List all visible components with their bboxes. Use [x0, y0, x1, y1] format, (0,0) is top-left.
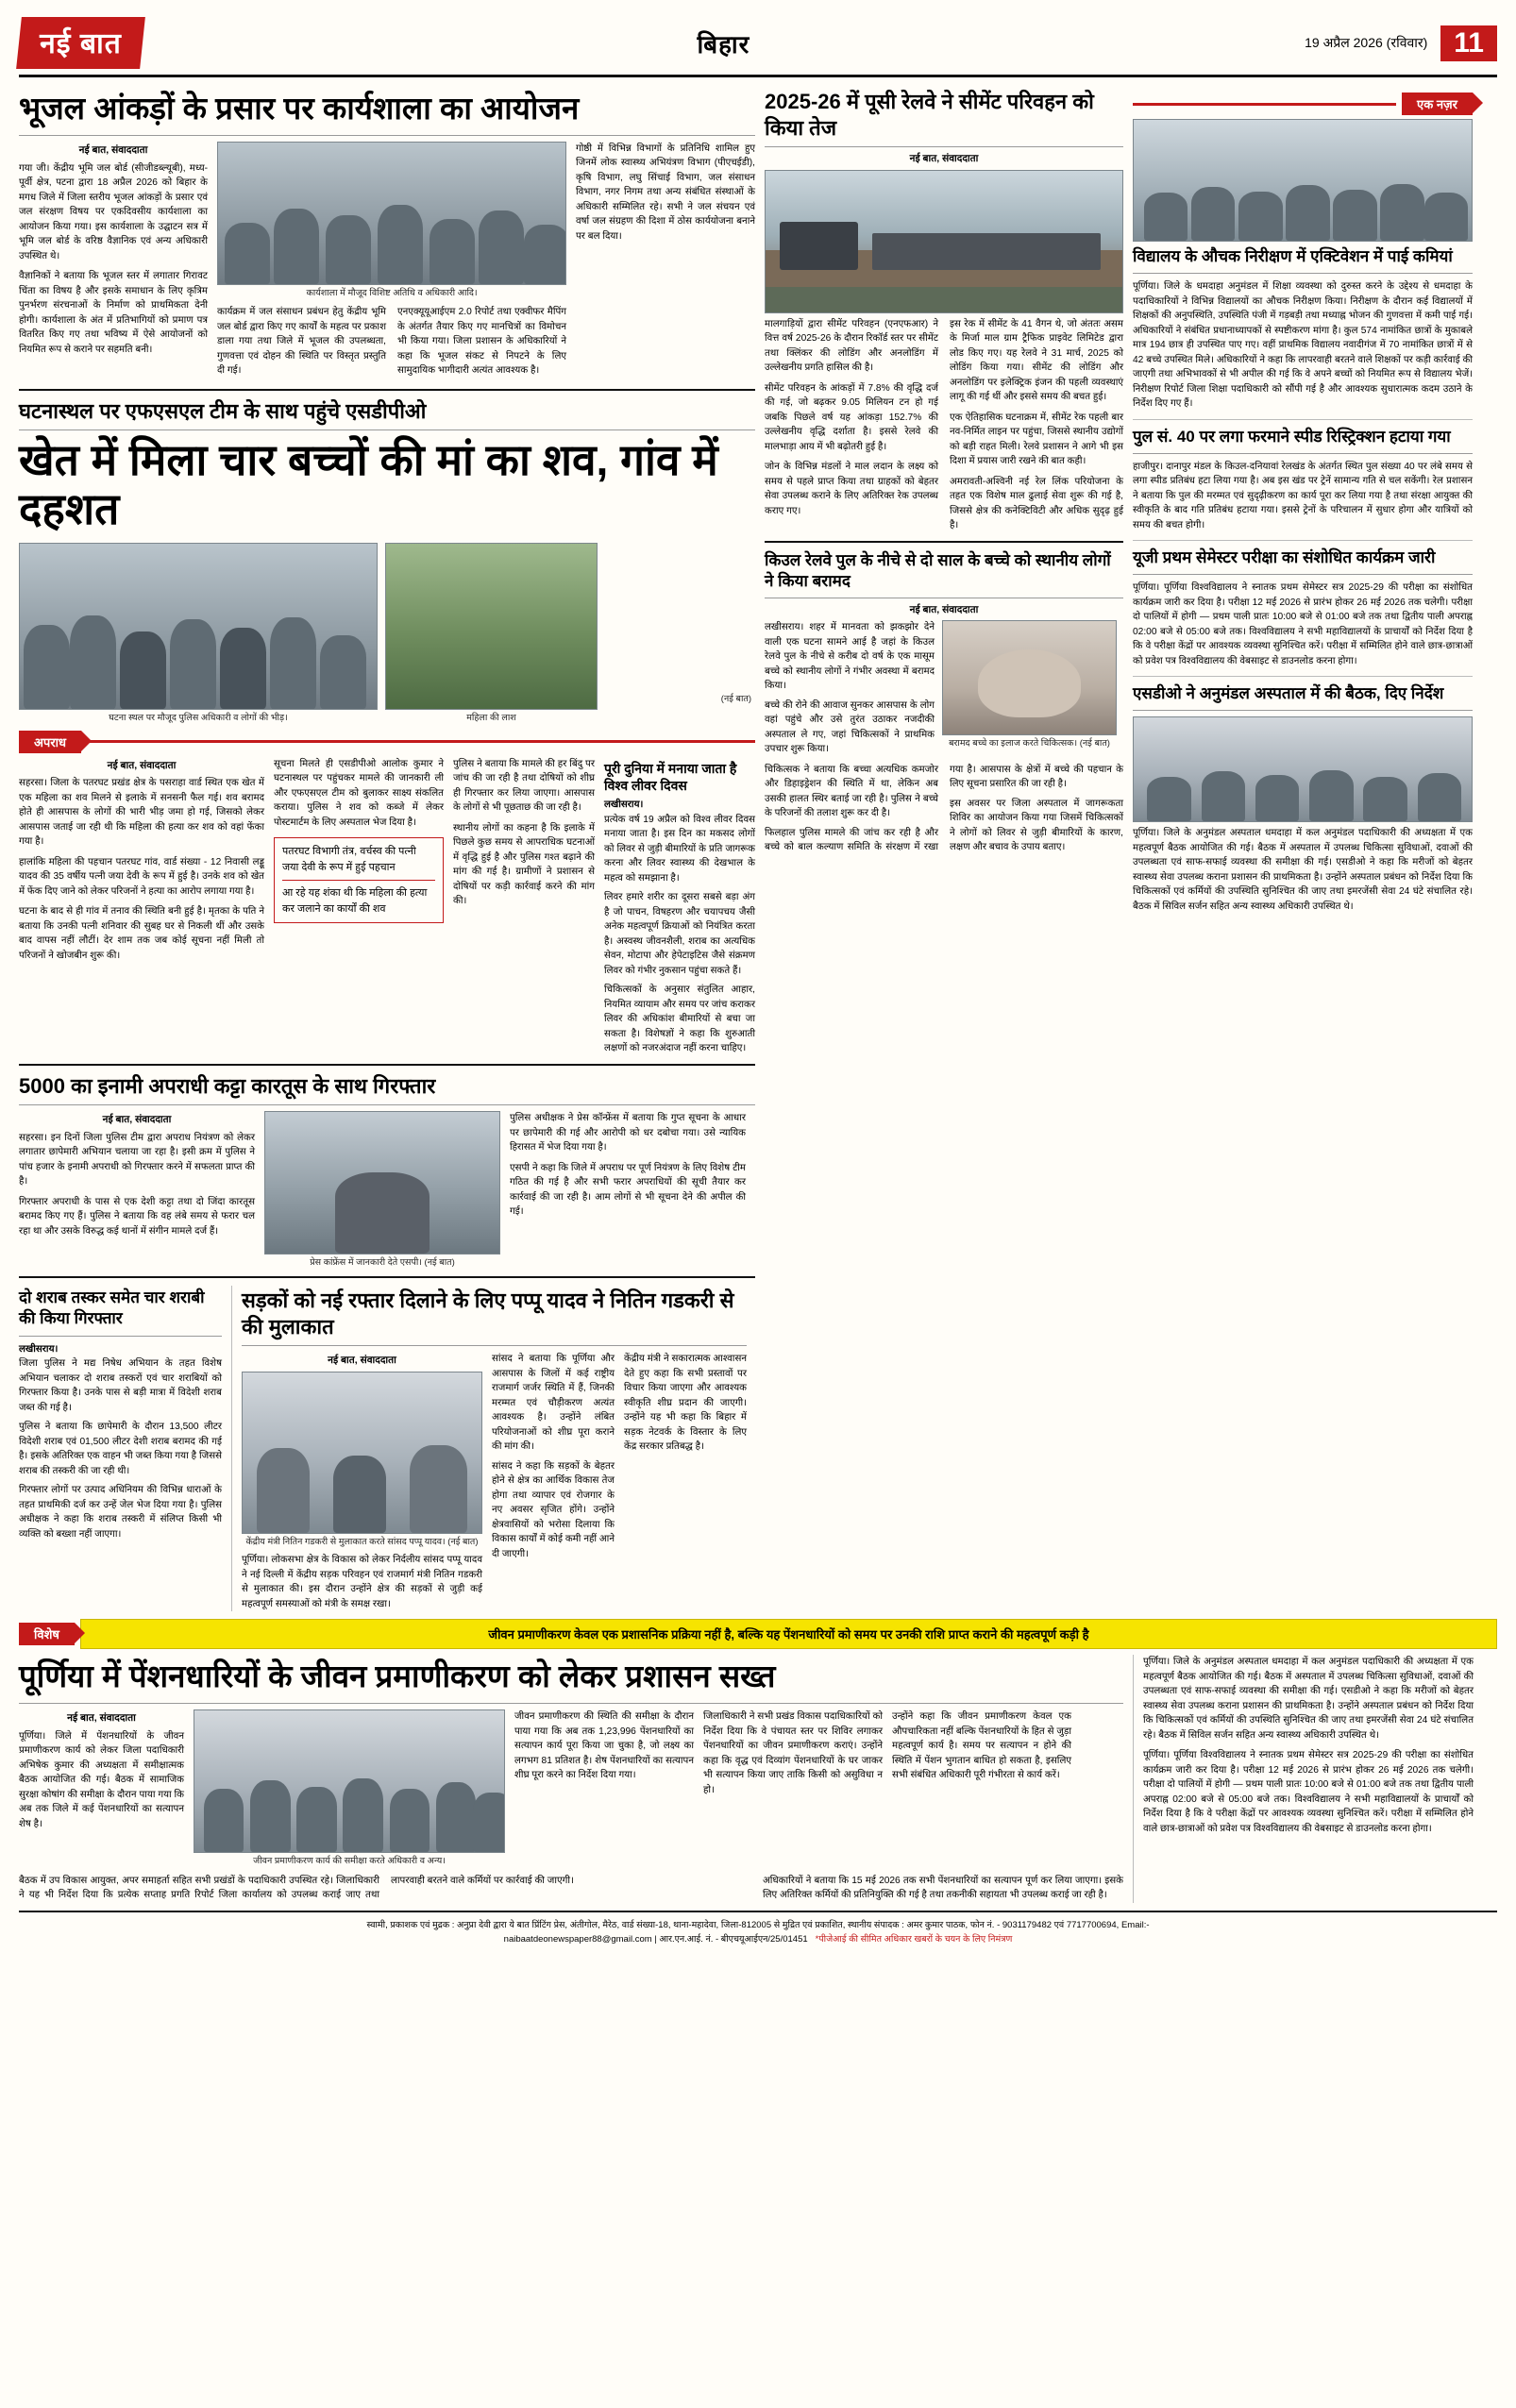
headline-bridge-speed: पुल सं. 40 पर लगा फरमाने स्पीड रिस्ट्रिक्शन हटाया गया — [1133, 427, 1451, 446]
footer-line2: naibaatdeonewspaper88@gmail.com | आर.एन.आई. नं. - बीएचयूआईएन/25/01451 — [503, 1933, 808, 1945]
para: बच्चे की रोने की आवाज सुनकर आसपास के लोग वहां पहुंचे और उसे तुरंत उठाकर नजदीकी अस्पताल ले गए, जहां चिकित्सकों ने प्राथमिक उपचार शुरू किया। — [765, 699, 935, 755]
photo-caption-body: महिला की लाश — [466, 713, 516, 724]
para: जीवन प्रमाणीकरण की स्थिति की समीक्षा के दौरान पाया गया कि अब तक 1,23,996 पेंशनधारियों का सत्यापन कार्य पूरा किया जा चुका है, जो लक्ष्य का लगभग 81 प्रतिशत है। शेष पेंशनधारियों का सत्यापन शीघ्र पूरा करने का निर्देश दिया गया। — [514, 1711, 694, 1781]
para: गया जी। केंद्रीय भूमि जल बोर्ड (सीजीडब्ल्यूबी), मध्य-पूर्वी क्षेत्र, पटना द्वारा 18 अप्रैल 2026 को बिहार के मगध जिले में जिला स्तरीय भूजल आंकड़ों के प्रसार एवं जल संरक्षण विषय पर एकदिवसीय कार्यशाला का आयोजन किया गया। इस कार्यशाला के उद्घाटन सत्र में भूमि जल बोर्ड के वरिष्ठ वैज्ञानिक एवं अन्य अधिकारी उपस्थित थे। — [19, 162, 208, 261]
section-tag-ek-nazar: एक नज़र — [1402, 93, 1473, 115]
headline-sdo-meeting: एसडीओ ने अनुमंडल अस्पताल में की बैठक, दिए निर्देश — [1133, 684, 1444, 703]
pension-side-column — [1133, 1655, 1474, 1902]
photo-caption-arrest: प्रेस कांफ्रेंस में जानकारी देते एसपी। (नई बात) — [310, 1257, 455, 1269]
para: उन्होंने कहा कि जीवन प्रमाणीकरण केवल एक औपचारिकता नहीं बल्कि पेंशनधारियों के हित से जुड़ा महत्वपूर्ण कार्य है। समय पर सत्यापन न होने की स्थिति में पेंशन भुगतान बाधित हो सकता है, इसलिए सभी संबंधित अधिकारी पूरी गंभीरता से कार्य करें। — [892, 1711, 1071, 1781]
yellow-banner: जीवन प्रमाणीकरण केवल एक प्रशासनिक प्रक्रिया नहीं है, बल्कि यह पेंशनधारियों को समय पर उनकी राशि प्राप्त कराने की महत्वपूर्ण कड़ी है — [80, 1619, 1497, 1649]
para: जिलाधिकारी ने सभी प्रखंड विकास पदाधिकारियों को निर्देश दिया कि वे पंचायत स्तर पर शिविर लगाकर पेंशनधारियों का जीवन प्रमाणीकरण कराएं। उन्होंने कहा कि वृद्ध एवं दिव्यांग पेंशनधारियों के घर जाकर भी सत्यापन किया जाए ताकि किसी को असुविधा न हो। — [703, 1711, 883, 1795]
para: केंद्रीय मंत्री ने सकारात्मक आश्वासन देते हुए कहा कि सभी प्रस्तावों पर विचार किया जाएगा और आवश्यक स्वीकृति शीघ्र प्रदान की जाएगी। उन्होंने यह भी कहा कि बिहार में सड़क नेटवर्क के विस्तार के लिए केंद्र सरकार प्रतिबद्ध है। — [624, 1354, 747, 1453]
ek-nazar-item-exam — [1133, 547, 1473, 668]
para: इस रेक में सीमेंट के 41 वैगन थे, जो अंततः असम के मिर्जा माल ग्राम ट्रैफिक प्राइवेट लिमिटेड द्वारा लोड किए गए। यह रेलवे ने 31 मार्च, 2025 को लोडिंग किया गया। सीमेंट की लोडिंग और अनलोडिंग पर इलेक्ट्रिक इंजन की पहली व्यवस्थाएं लागू की गई थीं और इससे समय की बचत हुई। — [950, 318, 1123, 403]
story-pension — [19, 1619, 1497, 1902]
ek-nazar-item-sdo — [1133, 683, 1473, 914]
photo-caption-pension: जीवन प्रमाणीकरण कार्य की समीक्षा करते अधिकारी व अन्य। — [253, 1856, 446, 1867]
photo-cement-train — [765, 170, 1123, 313]
para: सहरसा। जिला के पतरघट प्रखंड क्षेत्र के पसराहा वार्ड स्थित एक खेत में एक महिला का शव मिलने से इलाके में सनसनी फैल गई। शव बरामद होते ही आसपास के लोगों की भारी भीड़ जमा हो गई, जिसको लेकर आसपास जताई जा रही थी कि महिला की हत्या कर शव को वहां फेंका गया है। — [19, 778, 264, 848]
byline-crime: नई बात, संवाददाता — [107, 759, 177, 771]
para: पुलिस ने बताया कि मामले की हर बिंदु पर जांच की जा रही है तथा दोषियों को शीघ्र ही गिरफ्तार कर लिया जाएगा। आसपास के लोगों से भी पूछताछ की जा रही है। — [453, 758, 595, 814]
para: जिला पुलिस ने मद्य निषेध अभियान के तहत विशेष अभियान चलाकर दो शराब तस्करों एवं चार शराबियों को गिरफ्तार किया है। उनके पास से बड़ी मात्रा में विदेशी शराब जब्त की गई है। — [19, 1358, 222, 1413]
photo-caption-crime-scene: घटना स्थल पर मौजूद पुलिस अधिकारी व लोगों की भीड़। — [109, 713, 288, 724]
masthead-right — [1305, 25, 1497, 61]
para: पुलिस अधीक्षक ने प्रेस कॉन्फ्रेंस में बताया कि गुप्त सूचना के आधार पर छापेमारी की गई और आरोपी को धर दबोचा गया। उसे न्यायिक हिरासत में भेज दिया गया है। — [510, 1113, 746, 1153]
para: एक ऐतिहासिक घटनाक्रम में, सीमेंट रेक पहली बार नव-निर्मित लाइन पर पहुंचा, जिससे स्थानीय उद्योगों को बड़ी राहत मिली। रेलवे प्रशासन ने आगे भी इस दिशा में प्रयास जारी रखने की बात कही। — [950, 412, 1123, 467]
story-groundwater-workshop — [19, 91, 755, 381]
para: पूर्णिया। लोकसभा क्षेत्र के विकास को लेकर निर्दलीय सांसद पप्पू यादव ने नई दिल्ली में केंद्रीय सड़क परिवहन एवं राजमार्ग मंत्री नितिन गडकरी से मुलाकात की। इस दौरान उन्होंने क्षेत्र की सड़कों से जुड़ी कई महत्वपूर्ण समस्याओं को मंत्री के समक्ष रखा। — [242, 1555, 482, 1609]
para: इस अवसर पर जिला अस्पताल में जागरूकता शिविर का आयोजन किया गया जिसमें चिकित्सकों ने लोगों को लिवर से जुड़ी बीमारियों के कारण, लक्षण और बचाव के उपाय बताए। — [950, 798, 1123, 853]
story-liquor — [19, 1286, 222, 1611]
headline-liquor: दो शराब तस्कर समेत चार शराबी की किया गिरफ्तार — [19, 1288, 205, 1328]
ek-nazar-item-school — [1133, 119, 1473, 412]
byline-liquor: लखीसराय। — [19, 1343, 59, 1355]
photo-sp-press-conference — [264, 1111, 500, 1255]
section-title: बिहार — [697, 29, 750, 59]
page-number: 11 — [1440, 25, 1497, 61]
para: स्थानीय लोगों का कहना है कि इलाके में पिछले कुछ समय से आपराधिक घटनाओं में वृद्धि हुई है और पुलिस गश्त बढ़ाने की मांग की गई है। ग्रामीणों ने प्रशासन से दोषियों पर कड़ी कार्रवाई करने की मांग की। — [453, 822, 595, 907]
section-tag-crime-row — [19, 731, 755, 753]
photo-caption-gadkari: केंद्रीय मंत्री नितिन गडकरी से मुलाकात करते सांसद पप्पू यादव। (नई बात) — [245, 1537, 479, 1548]
footer — [19, 1911, 1497, 1946]
para: बैठक में उप विकास आयुक्त, अपर समाहर्ता सहित सभी प्रखंडों के पदाधिकारी उपस्थित रहे। जिलाधिकारी ने यह भी निर्देश दिया कि प्रत्येक सप्ताह प्रगति रिपोर्ट जिला कार्यालय को उपलब्ध कराई जाए तथा लापरवाही बरतने वाले कर्मियों पर कार्रवाई की जाएगी। — [19, 1875, 574, 1901]
crime-highlight-box — [274, 837, 444, 923]
kicker-crime: घटनास्थल पर एफएसएल टीम के साथ पहुंचे एसडीपीओ — [19, 398, 427, 423]
kicker-liver-day: पूरी दुनिया में मनाया जाता है विश्व लीवर दिवस — [604, 760, 737, 793]
para: सांसद ने कहा कि सड़कों के बेहतर होने से क्षेत्र का आर्थिक विकास तेज होगा तथा व्यापार एवं रोजगार के नए अवसर सृजित होंगे। उन्होंने क्षेत्रवासियों को भरोसा दिलाया कि विकास कार्यों में कोई कमी नहीं आने दी जाएगी। — [492, 1460, 615, 1559]
crime-body-wrap — [19, 757, 755, 1056]
headline-railway: 2025-26 में पूसी रेलवे ने सीमेंट परिवहन को किया तेज — [765, 90, 1094, 140]
para: पूर्णिया। पूर्णिया विश्वविद्यालय ने स्नातक प्रथम सेमेस्टर सत्र 2025-29 की परीक्षा का संशोधित कार्यक्रम जारी कर दिया है। परीक्षा 12 मई 2026 से प्रारंभ होकर 26 मई 2026 तक चलेगी। परीक्षा दो पालियों में होगी — प्रथम पाली प्रातः 10:00 बजे से 01:00 बजे तक तथा द्वितीय पाली अपराह्न 02:00 बजे से 05:00 बजे तक। विश्वविद्यालय ने सभी महाविद्यालयों के प्राचार्यों को निर्देश दिया है कि वे परीक्षा केंद्रों पर आवश्यक व्यवस्था सुनिश्चित करें। परीक्षा में सम्मिलित होने वाले छात्र-छात्राओं को प्रवेश पत्र विश्वविद्यालय की वेबसाइट से डाउनलोड करना होगा। — [1143, 1750, 1474, 1834]
byline-groundwater: नई बात, संवाददाता — [78, 143, 148, 156]
para: जोन के विभिन्न मंडलों ने माल लदान के लक्ष्य को समय से पहले प्राप्त किया तथा ग्राहकों को बेहतर सेवा उपलब्ध कराने के लिए अतिरिक्त रेक उपलब्ध कराए गए। — [765, 462, 938, 516]
para: एनएक्यूयूआईएम 2.0 रिपोर्ट तथा एक्वीफर मैपिंग के अंतर्गत तैयार किए गए मानचित्रों का विमोचन भी किया गया। जिला प्रशासन के अधिकारियों ने कहा कि भूजल संकट से निपटने के लिए सामुदायिक भागीदारी अत्यंत आवश्यक है। — [397, 307, 566, 377]
story-railway-cement — [765, 89, 1123, 533]
story-baby-rescue — [765, 550, 1123, 855]
para: पूर्णिया। जिले में पेंशनधारियों के जीवन प्रमाणीकरण कार्य को लेकर जिला पदाधिकारी अभिषेक कुमार की अध्यक्षता में समीक्षात्मक बैठक आयोजित की गई। बैठक में सामाजिक सुरक्षा कोषांग की समीक्षा के दौरान पाया गया कि अब तक जिले में कई पेंशनधारियों का सत्यापन शेष है। — [19, 1730, 184, 1829]
para: सांसद ने बताया कि पूर्णिया और आसपास के जिलों में कई राष्ट्रीय राजमार्ग जर्जर स्थिति में हैं, जिनकी मरम्मत एवं चौड़ीकरण अत्यंत आवश्यक है। उन्होंने लंबित परियोजनाओं को शीघ्र पूरा कराने की मांग की। — [492, 1354, 615, 1453]
para: सहरसा। इन दिनों जिला पुलिस टीम द्वारा अपराध नियंत्रण को लेकर लगातार छापेमारी अभियान चलाया जा रहा है। इसी क्रम में पुलिस ने पांच हजार के इनामी अपराधी को गिरफ्तार करने में सफलता प्राप्त की है। — [19, 1132, 255, 1187]
para: लिवर हमारे शरीर का दूसरा सबसे बड़ा अंग है जो पाचन, विषहरण और चयापचय जैसी अनेक महत्वपूर्ण क्रियाओं को नियंत्रित करता है। अस्वस्थ जीवनशैली, शराब का अत्यधिक सेवन, मोटापा और हेपेटाइटिस जैसे संक्रमण लिवर को गंभीर नुकसान पहुंचा सकते हैं। — [604, 892, 755, 976]
para: मालगाड़ियों द्वारा सीमेंट परिवहन (एनएफआर) ने वित्त वर्ष 2025-26 के दौरान रिकॉर्ड स्तर पर सीमेंट तथा क्लिंकर की लोडिंग और अनलोडिंग में उल्लेखनीय प्रगति हासिल की है। — [765, 318, 938, 374]
para: पूर्णिया। पूर्णिया विश्वविद्यालय ने स्नातक प्रथम सेमेस्टर सत्र 2025-29 की परीक्षा का संशोधित कार्यक्रम जारी कर दिया है। परीक्षा 12 मई 2026 से प्रारंभ होकर 26 मई 2026 तक चलेगी। परीक्षा दो पालियों में होगी — प्रथम पाली प्रातः 10:00 बजे से 01:00 बजे तक तथा द्वितीय पाली अपराह्न 02:00 बजे से 05:00 बजे तक। विश्वविद्यालय ने सभी महाविद्यालयों के प्राचार्यों को निर्देश दिया है कि वे परीक्षा केंद्रों पर आवश्यक व्यवस्था सुनिश्चित करें। परीक्षा में सम्मिलित होने वाले छात्र-छात्राओं को प्रवेश पत्र विश्वविद्यालय की वेबसाइट से डाउनलोड करना होगा। — [1133, 582, 1473, 666]
para: हालांकि महिला की पहचान पतरघट गांव, वार्ड संख्या - 12 निवासी लड्डू यादव की 35 वर्षीय पत्नी जया देवी के रूप में हुई है। उनके शव को खेत में फेंक दिए जाने को लेकर परिजनों ने हत्या का आरोप लगाया गया है। — [19, 856, 264, 897]
byline-pension: नई बात, संवाददाता — [67, 1712, 136, 1725]
newspaper-logo: नई बात — [16, 17, 144, 69]
para: पूर्णिया। जिले के अनुमंडल अस्पताल धमदाहा में कल अनुमंडल पदाधिकारी की अध्यक्षता में एक महत्वपूर्ण बैठक आयोजित की गई। बैठक में अस्पताल में उपलब्ध चिकित्सा सुविधाओं, दवाओं की उपलब्धता एवं साफ-सफाई व्यवस्था की समीक्षा की गई। एसडीओ ने कहा कि मरीजों को बेहतर स्वास्थ्य सेवा उपलब्ध कराना प्रशासन की प्राथमिकता है। उन्होंने अस्पताल प्रबंधन को निर्देश दिया कि चिकित्सकों एवं कर्मियों की उपस्थिति सुनिश्चित की जाए तथा इमरजेंसी सेवा 24 घंटे संचालित रहे। बैठक में सिविल सर्जन सहित अन्य स्वास्थ्य अधिकारी उपस्थित थे। — [1133, 828, 1473, 912]
publication-date: 19 अप्रैल 2026 (रविवार) — [1305, 35, 1428, 50]
photo-gadkari-meeting — [242, 1372, 482, 1534]
masthead — [19, 17, 1497, 77]
photo-caption-workshop: कार्यशाला में मौजूद विशिष्ट अतिथि व अधिकारी आदि। — [306, 287, 478, 298]
headline-arrest: 5000 का इनामी अपराधी कट्टा कारतूस के साथ गिरफ्तार — [19, 1073, 436, 1098]
story-crime-lead — [19, 398, 755, 725]
photo-school-inspection — [1133, 119, 1473, 242]
photo-pension-review — [194, 1709, 505, 1853]
story-gadkari — [231, 1286, 747, 1611]
photo-credit: (नई बात) — [720, 694, 751, 705]
para: लखीसराय। शहर में मानवता को झकझोर देने वाली एक घटना सामने आई है जहां के किउल रेलवे पुल के नीचे से करीब दो वर्ष के एक मासूम बच्चे को स्थानीय लोगों ने गंभीर अवस्था में बरामद किया। — [765, 622, 935, 692]
para: हाजीपुर। दानापुर मंडल के किउल-दनियावां रेलखंड के अंतर्गत स्थित पुल संख्या 40 पर लंबे समय से लगा स्पीड प्रतिबंध हटा लिया गया है। अब इस खंड पर ट्रेनें सामान्य गति से चल सकेंगी। रेल प्रशासन ने बताया कि पुल की मरम्मत एवं सुदृढ़ीकरण का कार्य पूरा कर लिया गया है तथा संरक्षा आयुक्त की स्वीकृति के बाद गति प्रतिबंध हटाया गया। इससे ट्रेनों के परिचालन में सुधार होगा और यात्रियों को समय की बचत होगी। — [1133, 461, 1473, 530]
para: फिलहाल पुलिस मामले की जांच कर रही है और बच्चे को बाल कल्याण समिति के संरक्षण में रखा गया है। आसपास के क्षेत्रों में बच्चे की पहचान के लिए सूचना प्रसारित की जा रही है। — [765, 764, 1123, 853]
para: गिरफ्तार अपराधी के पास से एक देशी कट्टा तथा दो जिंदा कारतूस बरामद किए गए हैं। पुलिस ने बताया कि वह लंबे समय से फरार चल रहा था और उसके विरुद्ध कई थानों में संगीन मामले दर्ज हैं। — [19, 1196, 255, 1237]
photo-body-found — [385, 543, 598, 710]
highlight-line: पतरघट विभागी तंत्र, वर्चस्व की पत्नी जया देवी के रूप में हुई पहचान — [282, 846, 416, 873]
headline-ug-exam: यूजी प्रथम सेमेस्टर परीक्षा का संशोधित कार्यक्रम जारी — [1133, 548, 1436, 567]
footer-line1: स्वामी, प्रकाशक एवं मुद्रक : अनुप्रा देवी द्वारा ये बात प्रिंटिंग प्रेस, अंतीगोल, मैरेठ, वार्ड संख्या-18, थाना-महादेवा, जिला-812005 से मुद्रित एवं प्रकाशित, स्थानीय संपादक : अमर कुमार पाठक, फोन नं. - 9031179482 एवं 7717700694, Email:- — [366, 1919, 1150, 1930]
highlight-line: आ रहे यह शंका थी कि महिला की हत्या कर जलाने का कार्यों की शव — [282, 887, 428, 915]
photo-sdo-meeting — [1133, 716, 1473, 822]
para: पूर्णिया। जिले के अनुमंडल अस्पताल धमदाहा में कल अनुमंडल पदाधिकारी की अध्यक्षता में एक महत्वपूर्ण बैठक आयोजित की गई। बैठक में अस्पताल में उपलब्ध चिकित्सा सुविधाओं, दवाओं की उपलब्धता एवं साफ-सफाई व्यवस्था की समीक्षा की गई। एसडीओ ने कहा कि मरीजों को बेहतर स्वास्थ्य सेवा उपलब्ध कराना प्रशासन की प्राथमिकता है। उन्होंने अस्पताल प्रबंधन को निर्देश दिया कि चिकित्सकों एवं कर्मियों की उपस्थिति सुनिश्चित की जाए तथा इमरजेंसी सेवा 24 घंटे संचालित रहे। बैठक में सिविल सर्जन सहित अन्य स्वास्थ्य अधिकारी उपस्थित थे। — [1143, 1657, 1474, 1741]
para: अमरावती-अश्विनी नई रेल लिंक परियोजना के तहत एक विशेष माल ढुलाई सेवा शुरू की गई है, जिससे क्षेत्र की कनेक्टिविटी और अधिक सुदृढ़ हुई है। — [950, 476, 1123, 531]
byline-baby-rescue: नई बात, संवाददाता — [909, 603, 979, 615]
para: गिरफ्तार लोगों पर उत्पाद अधिनियम की विभिन्न धाराओं के तहत प्राथमिकी दर्ज कर उन्हें जेल भेज दिया गया है। पुलिस अधीक्षक ने कहा कि शराब तस्करी में संलिप्त किसी भी व्यक्ति को बख्शा नहीं जाएगा। — [19, 1485, 222, 1540]
para: घटना के बाद से ही गांव में तनाव की स्थिति बनी हुई है। मृतका के पति ने बताया कि उनकी पत्नी शनिवार की सुबह घर से निकली थीं और उसके बाद वापस नहीं लौटीं। देर शाम तक जब कोई सूचना नहीं मिली तो परिजनों ने खोजबीन शुरू की। — [19, 906, 264, 961]
column-right-ek-nazar — [1133, 87, 1473, 1611]
photo-workshop — [217, 142, 566, 285]
byline-railway: नई बात, संवाददाता — [909, 153, 979, 164]
para: गोष्ठी में विभिन्न विभागों के प्रतिनिधि शामिल हुए जिनमें लोक स्वास्थ्य अभियंत्रण विभाग (पीएचईडी), कृषि विभाग, लघु सिंचाई विभाग, जल संसाधन विभाग, नगर निगम तथा अन्य संबंधित संस्थाओं के अधिकारी सम्मिलित रहे। सभी ने जल संचयन एवं वर्षा जल संग्रहण की दिशा में ठोस कार्ययोजना बनाने पर बल दिया। — [576, 143, 755, 242]
ek-nazar-item-bridge — [1133, 427, 1473, 533]
byline-liver: लखीसराय। — [604, 800, 644, 811]
headline-pension: पूर्णिया में पेंशनधारियों के जीवन प्रमाणीकरण को लेकर प्रशासन सख्त — [19, 1659, 776, 1694]
para: चिकित्सकों के अनुसार संतुलित आहार, नियमित व्यायाम और समय पर जांच कराकर लिवर की अधिकांश बीमारियों से बचा जा सकता है। विशेषज्ञों ने कहा कि शुरुआती लक्षणों को नजरअंदाज नहीं करना चाहिए। — [604, 985, 755, 1054]
photo-crime-scene — [19, 543, 378, 710]
page-layout — [19, 87, 1497, 1611]
para: सीमेंट परिवहन के आंकड़ों में 7.8% की वृद्धि दर्ज की गई, जो बढ़कर 9.05 मिलियन टन हो गई जबकि पिछले वर्ष यह आंकड़ा 152.7% की उल्लेखनीय वृद्धि दर्शाता है। इससे रेलवे की मालभाड़ा आय में भी बढ़ोतरी हुई है। — [765, 382, 938, 452]
headline-baby-rescue: किउल रेलवे पुल के नीचे से दो साल के बच्चे को स्थानीय लोगों ने किया बरामद — [765, 550, 1111, 590]
section-tag-ek-nazar-row — [1133, 93, 1473, 115]
row-liquor-gadkari — [19, 1286, 755, 1611]
para: पूर्णिया। जिले के धमदाहा अनुमंडल में शिक्षा व्यवस्था को दुरुस्त करने के उद्देश्य से धमदाहा के पदाधिकारियों ने विभिन्न विद्यालयों का औचक निरीक्षण किया। निरीक्षण के दौरान कई विद्यालयों में शिक्षकों की अनुपस्थिति, उपस्थिति पंजी में गड़बड़ी तथा मध्याह्न भोजन की गुणवत्ता में कमी पाई गई। अधिकारियों ने संबंधित प्रधानाध्यापकों से स्पष्टीकरण मांगा है। कुल 574 नामांकित छात्रों के मुकाबले मात्र 194 छात्र ही उपस्थित पाए गए। वहीं प्राथमिक विद्यालय नवादीगंज में 70 नामांकित छात्रों में से 42 बच्चे उपस्थित मिले। अधिकारियों ने कहा कि लापरवाही बरतने वाले शिक्षकों पर कड़ी कार्रवाई की जाएगी तथा अभिभावकों से भी अपील की गई कि वे अपने बच्चों को नियमित रूप से विद्यालय भेजें। निरीक्षण रिपोर्ट जिला शिक्षा पदाधिकारी को सौंपी गई है और आवश्यक सुधारात्मक कदम उठाने के निर्देश दिए गए हैं। — [1133, 281, 1473, 410]
footer-line3: *पीजेआई की सीमित अधिकार खबरों के चयन के लिए निमंत्रण — [815, 1933, 1013, 1945]
headline-school-inspection: विद्यालय के औचक निरीक्षण में एक्टिवेशन में पाई कमियां — [1133, 247, 1453, 265]
para: चिकित्सक ने बताया कि बच्चा अत्यधिक कमजोर और डिहाइड्रेशन की स्थिति में था, लेकिन अब उसकी हालत स्थिर बताई जा रही है। पुलिस ने बच्चे के परिजनों की तलाश शुरू कर दी है। — [765, 764, 938, 819]
column-left — [19, 87, 755, 1611]
para: अधिकारियों ने बताया कि 15 मई 2026 तक सभी पेंशनधारियों का सत्यापन पूर्ण कर लिया जाएगा। इसके लिए अतिरिक्त कर्मियों की प्रतिनियुक्ति की गई है तथा तकनीकी सहायता भी उपलब्ध कराई जा रही है। — [763, 1875, 1123, 1901]
headline-crime: खेत में मिला चार बच्चों की मां का शव, गांव में दहशत — [19, 435, 718, 533]
photo-caption-baby: बरामद बच्चे का इलाज करते चिकित्सक। (नई बात) — [949, 738, 1110, 749]
headline-groundwater: भूजल आंकड़ों के प्रसार पर कार्यशाला का आयोजन — [19, 91, 580, 126]
para: वैज्ञानिकों ने बताया कि भूजल स्तर में लगातार गिरावट चिंता का विषय है और इसके समाधान के लिए कृत्रिम पुनर्भरण संरचनाओं के निर्माण को प्राथमिकता देनी होगी। कार्यशाला के अंत में प्रतिभागियों को प्रमाण पत्र वितरित किए गए तथा भविष्य में ऐसे आयोजनों को नियमित रूप से कराने पर सहमति बनी। — [19, 271, 208, 355]
byline-arrest: नई बात, संवाददाता — [102, 1114, 172, 1126]
byline-gadkari: नई बात, संवाददाता — [328, 1355, 396, 1367]
column-middle — [765, 87, 1123, 1611]
para: पुलिस ने बताया कि छापेमारी के दौरान 13,500 लीटर विदेशी शराब एवं 01,500 लीटर देशी शराब बरामद की गई है। इसके अतिरिक्त एक वाहन भी जब्त किया गया है जिससे शराब की तस्करी की जा रही थी। — [19, 1422, 222, 1476]
para: एसपी ने कहा कि जिले में अपराध पर पूर्ण नियंत्रण के लिए विशेष टीम गठित की गई है और सभी फरार अपराधियों की सूची तैयार कर कार्रवाई की जा रही है। आम लोगों से भी सूचना देने की अपील की गई। — [510, 1162, 746, 1218]
headline-gadkari: सड़कों को नई रफ्तार दिलाने के लिए पप्पू यादव ने नितिन गडकरी से की मुलाकात — [242, 1288, 734, 1339]
photo-rescued-baby — [942, 620, 1117, 735]
section-tag-special: विशेष — [19, 1623, 75, 1645]
para: प्रत्येक वर्ष 19 अप्रैल को विश्व लीवर दिवस मनाया जाता है। इस दिन का मकसद लोगों को लिवर से जुड़ी बीमारियों के प्रति जागरूक करना और लिवर स्वास्थ्य की देखभाल के महत्व को समझाना है। — [604, 814, 755, 884]
para: कार्यक्रम में जल संसाधन प्रबंधन हेतु केंद्रीय भूमि जल बोर्ड द्वारा किए गए कार्यों के महत्व पर प्रकाश डाला गया तथा जिले में भूजल की उपलब्धता, गुणवत्ता एवं दोहन की स्थिति पर विस्तृत प्रस्तुति दी गई। — [217, 307, 386, 377]
para: सूचना मिलते ही एसडीपीओ आलोक कुमार ने घटनास्थल पर पहुंचकर मामले की जानकारी ली और एफएसएल टीम को बुलाकर साक्ष्य संकलित कराया। पुलिस ने शव को कब्जे में लेकर पोस्टमार्टम के लिए अस्पताल भेज दिया है। — [274, 758, 444, 828]
section-tag-crime: अपराध — [19, 731, 81, 753]
story-arrest — [19, 1073, 755, 1270]
